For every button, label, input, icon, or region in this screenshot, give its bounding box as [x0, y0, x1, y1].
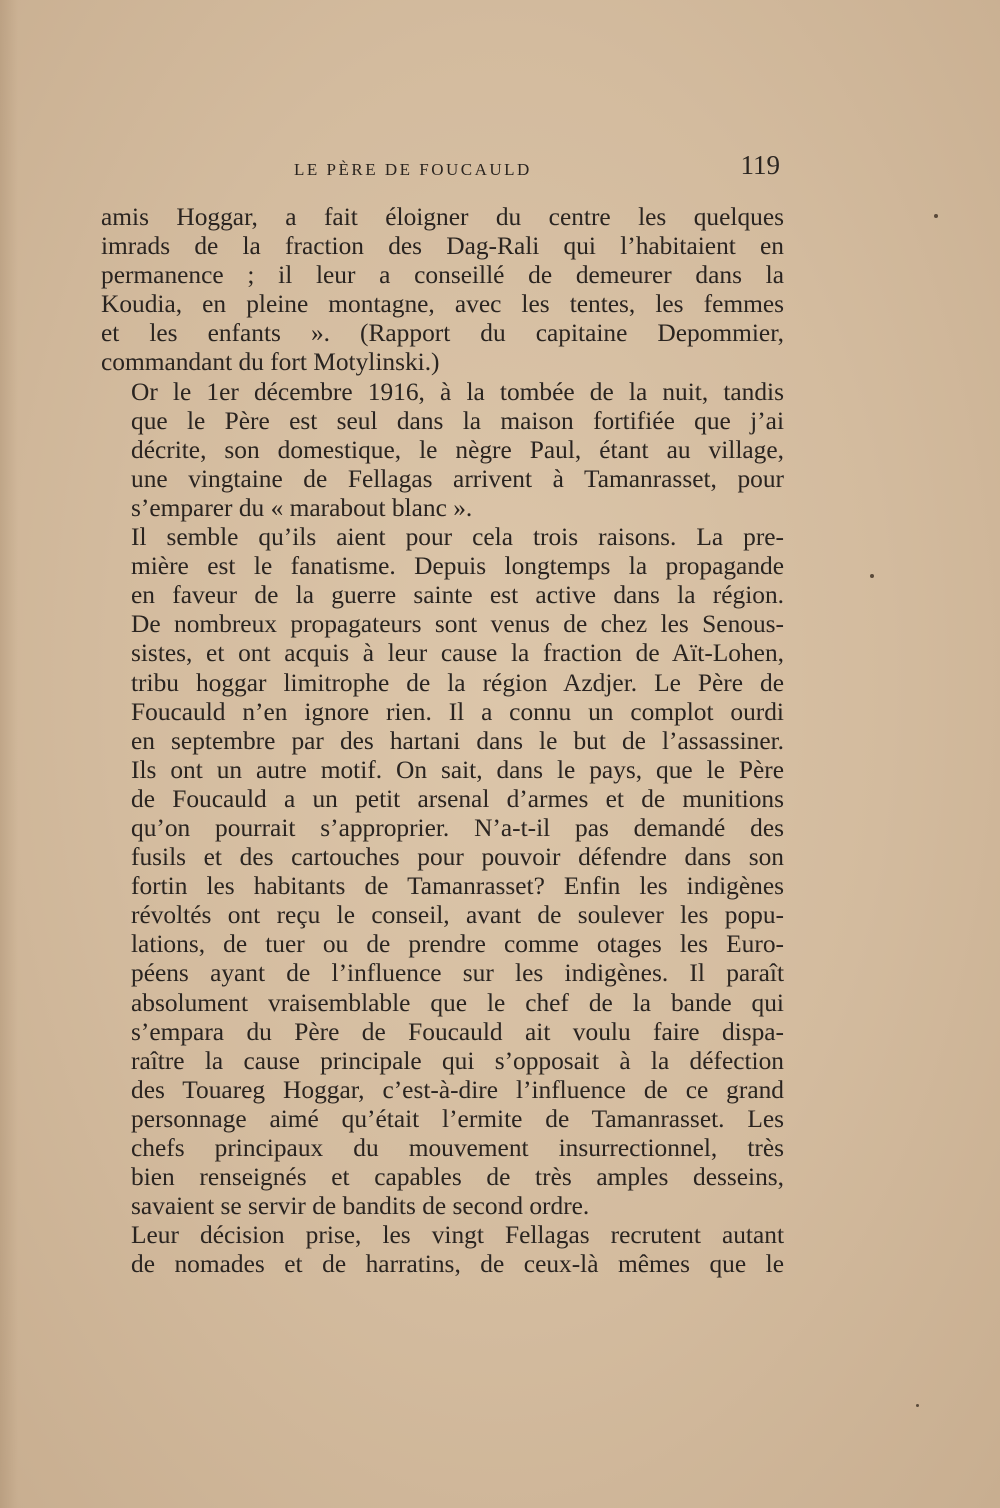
paper-speck — [916, 1404, 919, 1407]
text-line: que le Père est seul dans la maison fortifiée que j’ai — [131, 406, 784, 435]
text-line: tribu hoggar limitrophe de la région Azdjer. Le Père de — [131, 668, 784, 697]
text-line: fortin les habitants de Tamanrasset? Enfin les indigènes — [131, 872, 784, 901]
text-line: permanence ; il leur a conseillé de demeurer dans la — [101, 261, 784, 290]
text-line: De nombreux propagateurs sont venus de chez les Senous- — [131, 610, 784, 639]
text-line: personnage aimé qu’était l’ermite de Tamanrasset. Les — [131, 1104, 784, 1133]
text-line: une vingtaine de Fellagas arrivent à Tamanrasset, pour — [131, 464, 784, 493]
paper-speck — [870, 574, 874, 578]
text-line: Or le 1er décembre 1916, à la tombée de la nuit, tandis — [131, 377, 784, 406]
text-line: Ils ont un autre motif. On sait, dans le pays, que le Père — [131, 755, 784, 784]
text-line: de nomades et de harratins, de ceux-là mêmes que le — [131, 1250, 784, 1279]
text-line: péens ayant de l’influence sur les indigènes. Il paraît — [131, 959, 784, 988]
text-line: qu’on pourrait s’approprier. N’a-t-il pas demandé des — [131, 813, 784, 842]
text-line: s’empara du Père de Foucauld ait voulu faire dispa- — [131, 1017, 784, 1046]
text-line: décrite, son domestique, le nègre Paul, étant au village, — [131, 435, 784, 464]
text-line: lations, de tuer ou de prendre comme otages les Euro- — [131, 930, 784, 959]
text-line: amis Hoggar, a fait éloigner du centre les quelques — [101, 203, 784, 231]
text-line: chefs principaux du mouvement insurrectionnel, très — [131, 1134, 784, 1162]
text-line: raître la cause principale qui s’opposait à la défection — [131, 1046, 784, 1075]
paragraph — [101, 523, 784, 1221]
text-line: mière est le fanatisme. Depuis longtemps la propagande — [131, 552, 784, 581]
text-line: commandant du fort Motylinski.) — [101, 348, 440, 377]
body-text — [101, 203, 784, 1279]
text-line: Foucauld n’en ignore rien. Il a connu un complot ourdi — [131, 697, 784, 726]
page-number: 119 — [740, 150, 780, 180]
text-line: imrads de la fraction des Dag-Rali qui l’habitaient en — [101, 232, 784, 261]
text-line: s’emparer du « marabout blanc ». — [131, 493, 473, 522]
paragraph — [101, 203, 784, 378]
text-line: Il semble qu’ils aient pour cela trois raisons. La pre- — [131, 523, 784, 552]
text-line: en faveur de la guerre sainte est active dans la région. — [131, 581, 784, 610]
paragraph — [101, 1221, 784, 1279]
paper-speck — [934, 214, 938, 218]
text-line: bien renseignés et capables de très amples desseins, — [131, 1163, 784, 1192]
text-line: en septembre par des hartani dans le but de l’assassiner. — [131, 726, 784, 755]
text-line: et les enfants ». (Rapport du capitaine Depommier, — [101, 319, 784, 348]
text-line: Koudia, en pleine montagne, avec les tentes, les femmes — [101, 290, 784, 319]
text-line: des Touareg Hoggar, c’est-à-dire l’influence de ce grand — [131, 1075, 784, 1104]
text-line: fusils et des cartouches pour pouvoir défendre dans son — [131, 843, 784, 872]
paragraph — [101, 378, 784, 523]
text-line: absolument vraisemblable que le chef de la bande qui — [131, 988, 784, 1017]
text-line: Leur décision prise, les vingt Fellagas recrutent autant — [131, 1221, 784, 1250]
text-line: savaient se servir de bandits de second ordre. — [131, 1192, 590, 1221]
running-title: LE PÈRE DE FOUCAULD — [294, 160, 532, 179]
text-line: révoltés ont reçu le conseil, avant de soulever les popu- — [131, 901, 784, 930]
text-line: sistes, et ont acquis à leur cause la fraction de Aït-Lohen, — [131, 639, 784, 668]
text-line: de Foucauld a un petit arsenal d’armes et de munitions — [131, 784, 784, 813]
page-header — [100, 150, 784, 186]
